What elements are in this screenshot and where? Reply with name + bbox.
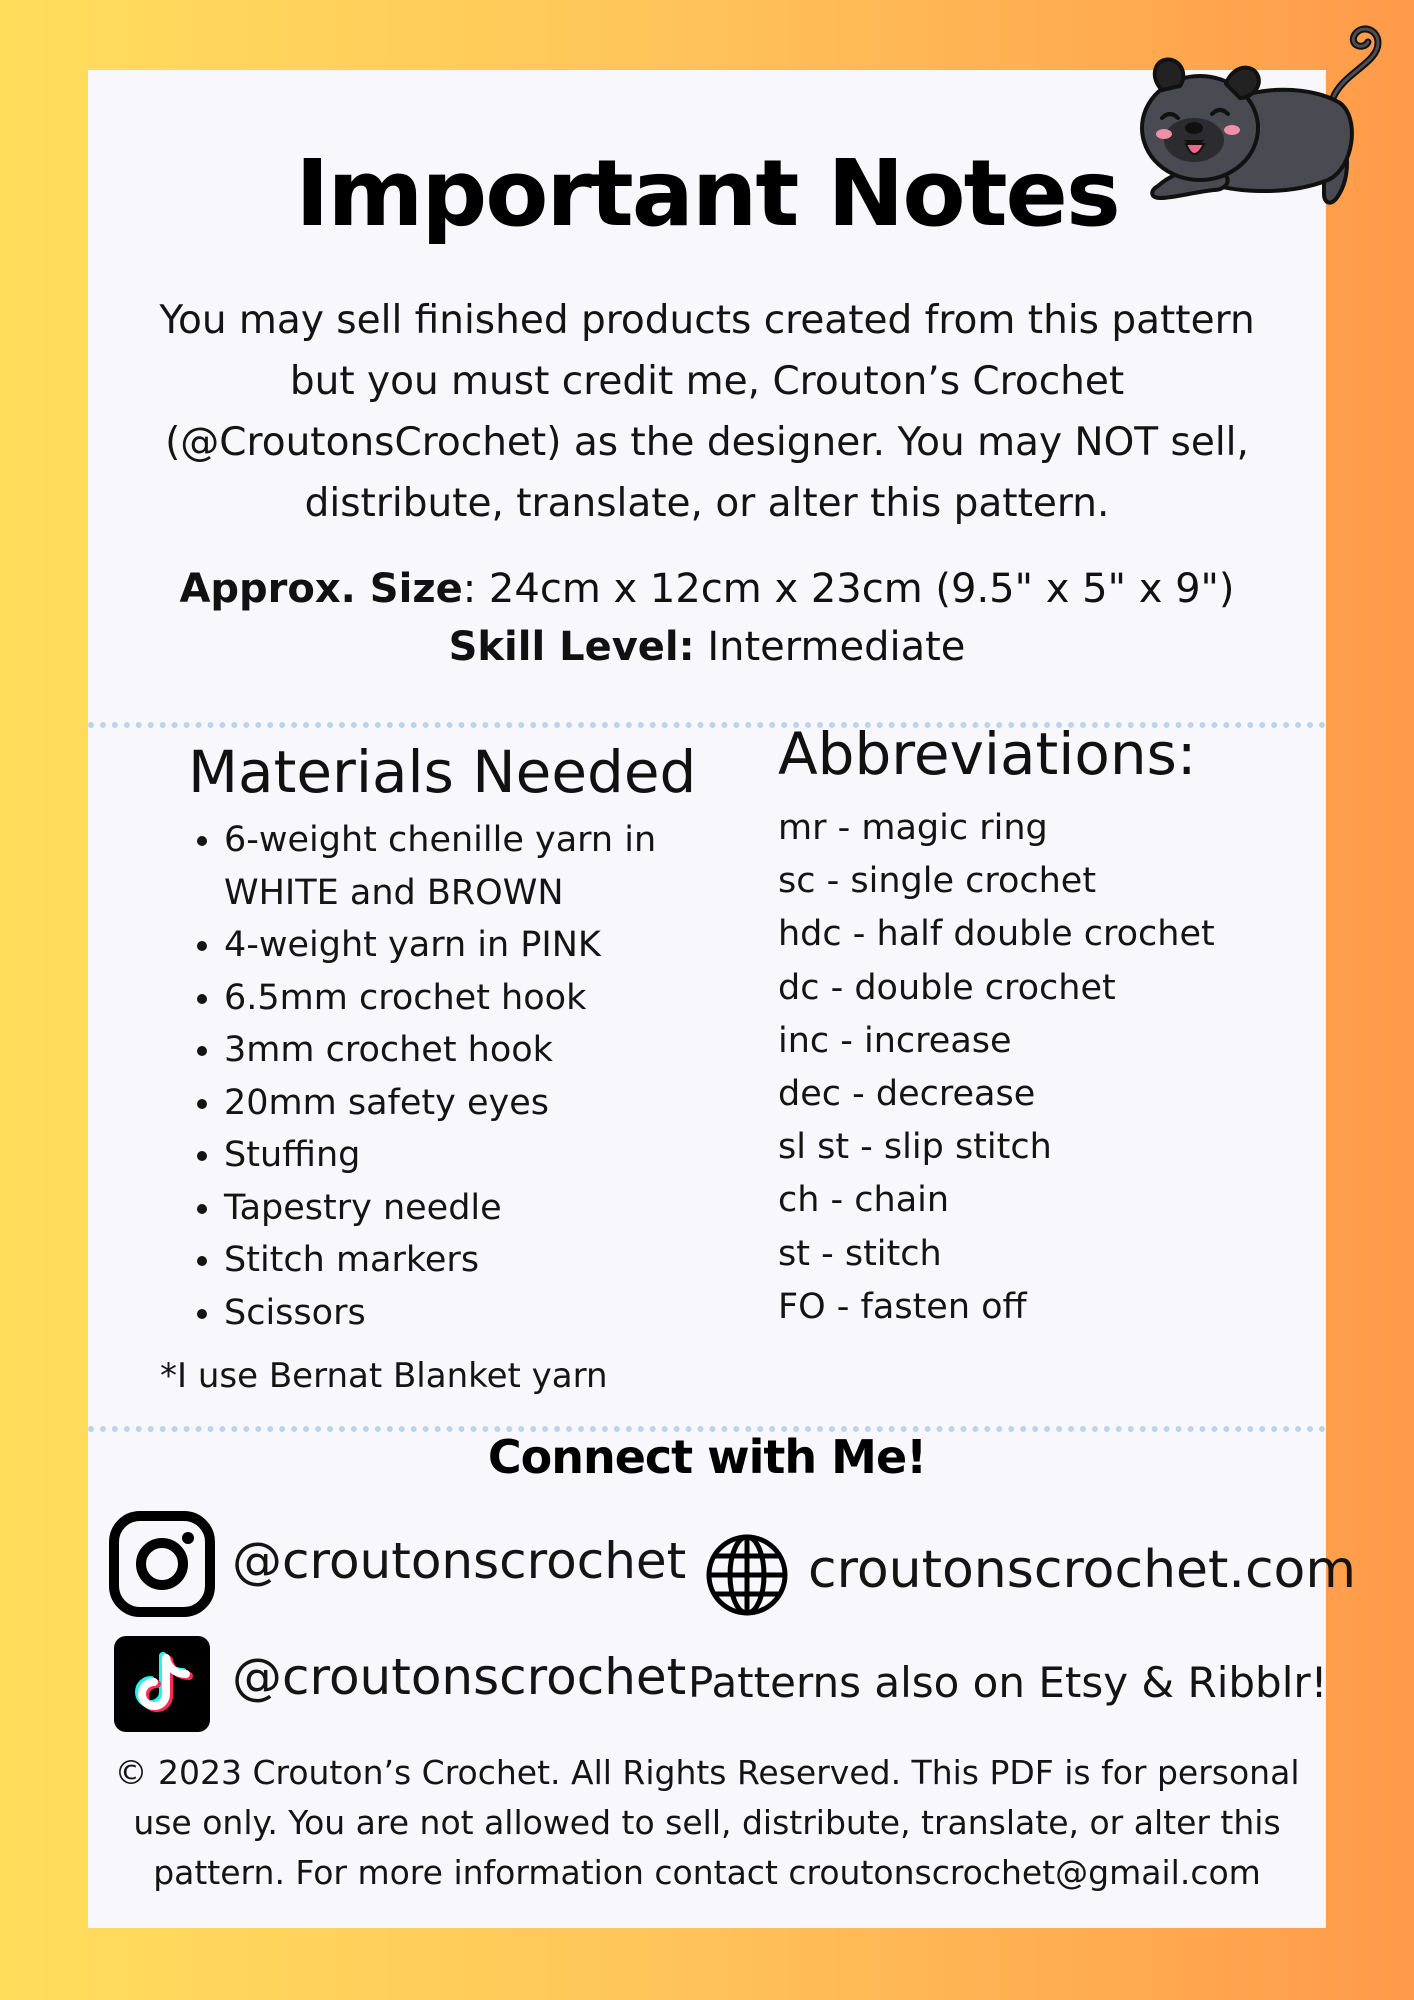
connect-heading: Connect with Me! [487, 1430, 927, 1484]
abbreviations-heading: Abbreviations: [778, 720, 1197, 788]
list-item: dc - double crochet [778, 967, 1116, 1008]
tiktok-icon[interactable] [114, 1636, 210, 1732]
tiktok-handle[interactable]: @croutonscrochet [232, 1648, 687, 1706]
skill-level-label: Skill Level: [448, 624, 695, 670]
materials-heading: Materials Needed [188, 738, 697, 806]
list-item: sc - single crochet [778, 861, 1097, 902]
instagram-handle[interactable]: @croutonscrochet [232, 1532, 687, 1590]
approx-size-value: : 24cm x 12cm x 23cm (9.5" x 5" x 9") [462, 566, 1235, 612]
list-item: • 4-weight yarn in PINK [224, 919, 744, 972]
skill-level-value: Intermediate [694, 624, 966, 670]
materials-list [188, 814, 744, 1339]
instagram-icon[interactable] [108, 1510, 216, 1618]
list-item: hdc - half double crochet [778, 914, 1215, 955]
list-item: • Stuffing [224, 1129, 744, 1182]
list-item: st - stitch [778, 1233, 942, 1274]
approx-size [0, 566, 1414, 612]
list-item: • Tapestry needle [224, 1182, 744, 1235]
list-item: • Stitch markers [224, 1234, 744, 1287]
list-item: dec - decrease [778, 1073, 1036, 1114]
list-item: inc - increase [778, 1020, 1012, 1061]
copyright-notice: © 2023 Crouton’s Crochet. All Rights Reserved. This PDF is for personal use only. You are not allowed to sell, distribute, translate, or alter this pattern. For more information contact croutonscrochet@gmail.com [114, 1753, 1300, 1892]
list-item: • 6-weight chenille yarn in WHITE and BROWN [224, 814, 744, 919]
list-item: • 3mm crochet hook [224, 1024, 744, 1077]
abbreviations-list [778, 802, 1215, 1334]
globe-icon [704, 1532, 790, 1618]
approx-size-label: Approx. Size [179, 566, 463, 612]
list-item: FO - fasten off [778, 1286, 1027, 1327]
usage-terms: You may sell finished products created from this pattern but you must credit me, Crouton’s Crochet (@CroutonsCrochet) as the designer. You may NOT sell, distribute, translate, or alter this pattern. [159, 298, 1255, 526]
list-item: • Scissors [224, 1287, 744, 1340]
list-item: ch - chain [778, 1180, 950, 1221]
page-title: Important Notes [295, 140, 1119, 247]
list-item: • 20mm safety eyes [224, 1077, 744, 1130]
list-item: • 6.5mm crochet hook [224, 972, 744, 1025]
website-link[interactable]: croutonscrochet.com [808, 1540, 1357, 1600]
list-item: mr - magic ring [778, 808, 1048, 848]
list-item: sl st - slip stitch [778, 1127, 1052, 1168]
skill-level [0, 624, 1414, 670]
yarn-footnote: *I use Bernat Blanket yarn [160, 1356, 608, 1396]
etsy-note: Patterns also on Etsy & Ribblr! [688, 1658, 1328, 1707]
